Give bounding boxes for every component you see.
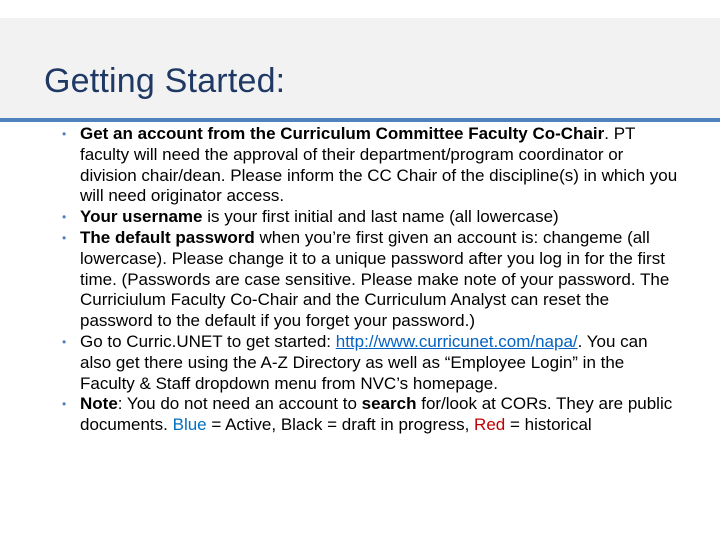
bullet-list [58, 124, 678, 436]
bullet-body-text: = Active, Black = draft in progress, [206, 415, 475, 435]
bullet-body-text: for/look at CORs. They are public documents. [80, 394, 673, 435]
bullet-body-text: Go to Curric.UNET to get started: [80, 331, 336, 351]
slide-top-band [0, 0, 720, 18]
blue-legend-word: Blue [172, 415, 207, 435]
bullet-icon: • [62, 210, 67, 225]
bullet-body-text: . You can also get there using the A-Z Directory as well as “Employee Login” in the Faculty & Staff dropdown menu from NVC’s homepage. [80, 331, 648, 393]
bullet-lead-text: The default password [80, 227, 255, 247]
bullet-lead-text: Get an account from the Curriculum Committee Faculty Co-Chair [80, 124, 605, 143]
bullet-item [58, 332, 678, 394]
title-area [0, 18, 720, 118]
bullet-item [58, 207, 678, 228]
bullet-body-text: : You do not need an account to [117, 394, 362, 414]
bullet-icon: • [62, 230, 67, 245]
bullet-lead-text: Your username [80, 207, 203, 227]
curricunet-link[interactable]: http://www.curricunet.com/napa/ [335, 331, 578, 351]
bullet-body-text: when you’re first given an account is: changeme (all lowercase). Please change it to a unique password after you log in for the first time. (Passwords are case sensitive. Please make note of your password. The Curriciulum Faculty Co-Chair and the Curriculum Analyst can reset the password to the default if you forget your password.) [80, 227, 670, 331]
slide-title: Getting Started: [44, 62, 286, 100]
bullet-body-text: = historical [505, 415, 592, 435]
title-divider [0, 118, 720, 122]
bullet-body-text: . PT faculty will need the approval of their department/program coordinator or division chair/dean. Please inform the CC Chair of the discipline(s) in which you will need originator access. [80, 124, 678, 206]
bullet-icon: • [62, 397, 67, 412]
bullet-item [58, 124, 678, 207]
note-label: Note [80, 394, 118, 414]
bullet-icon: • [62, 127, 67, 141]
red-legend-word: Red [474, 415, 506, 435]
bullet-item [58, 228, 678, 332]
search-word: search [361, 394, 417, 414]
bullet-icon: • [62, 334, 67, 349]
bullet-item [58, 394, 678, 436]
bullet-body-text: is your first initial and last name (all lowercase) [202, 207, 559, 227]
